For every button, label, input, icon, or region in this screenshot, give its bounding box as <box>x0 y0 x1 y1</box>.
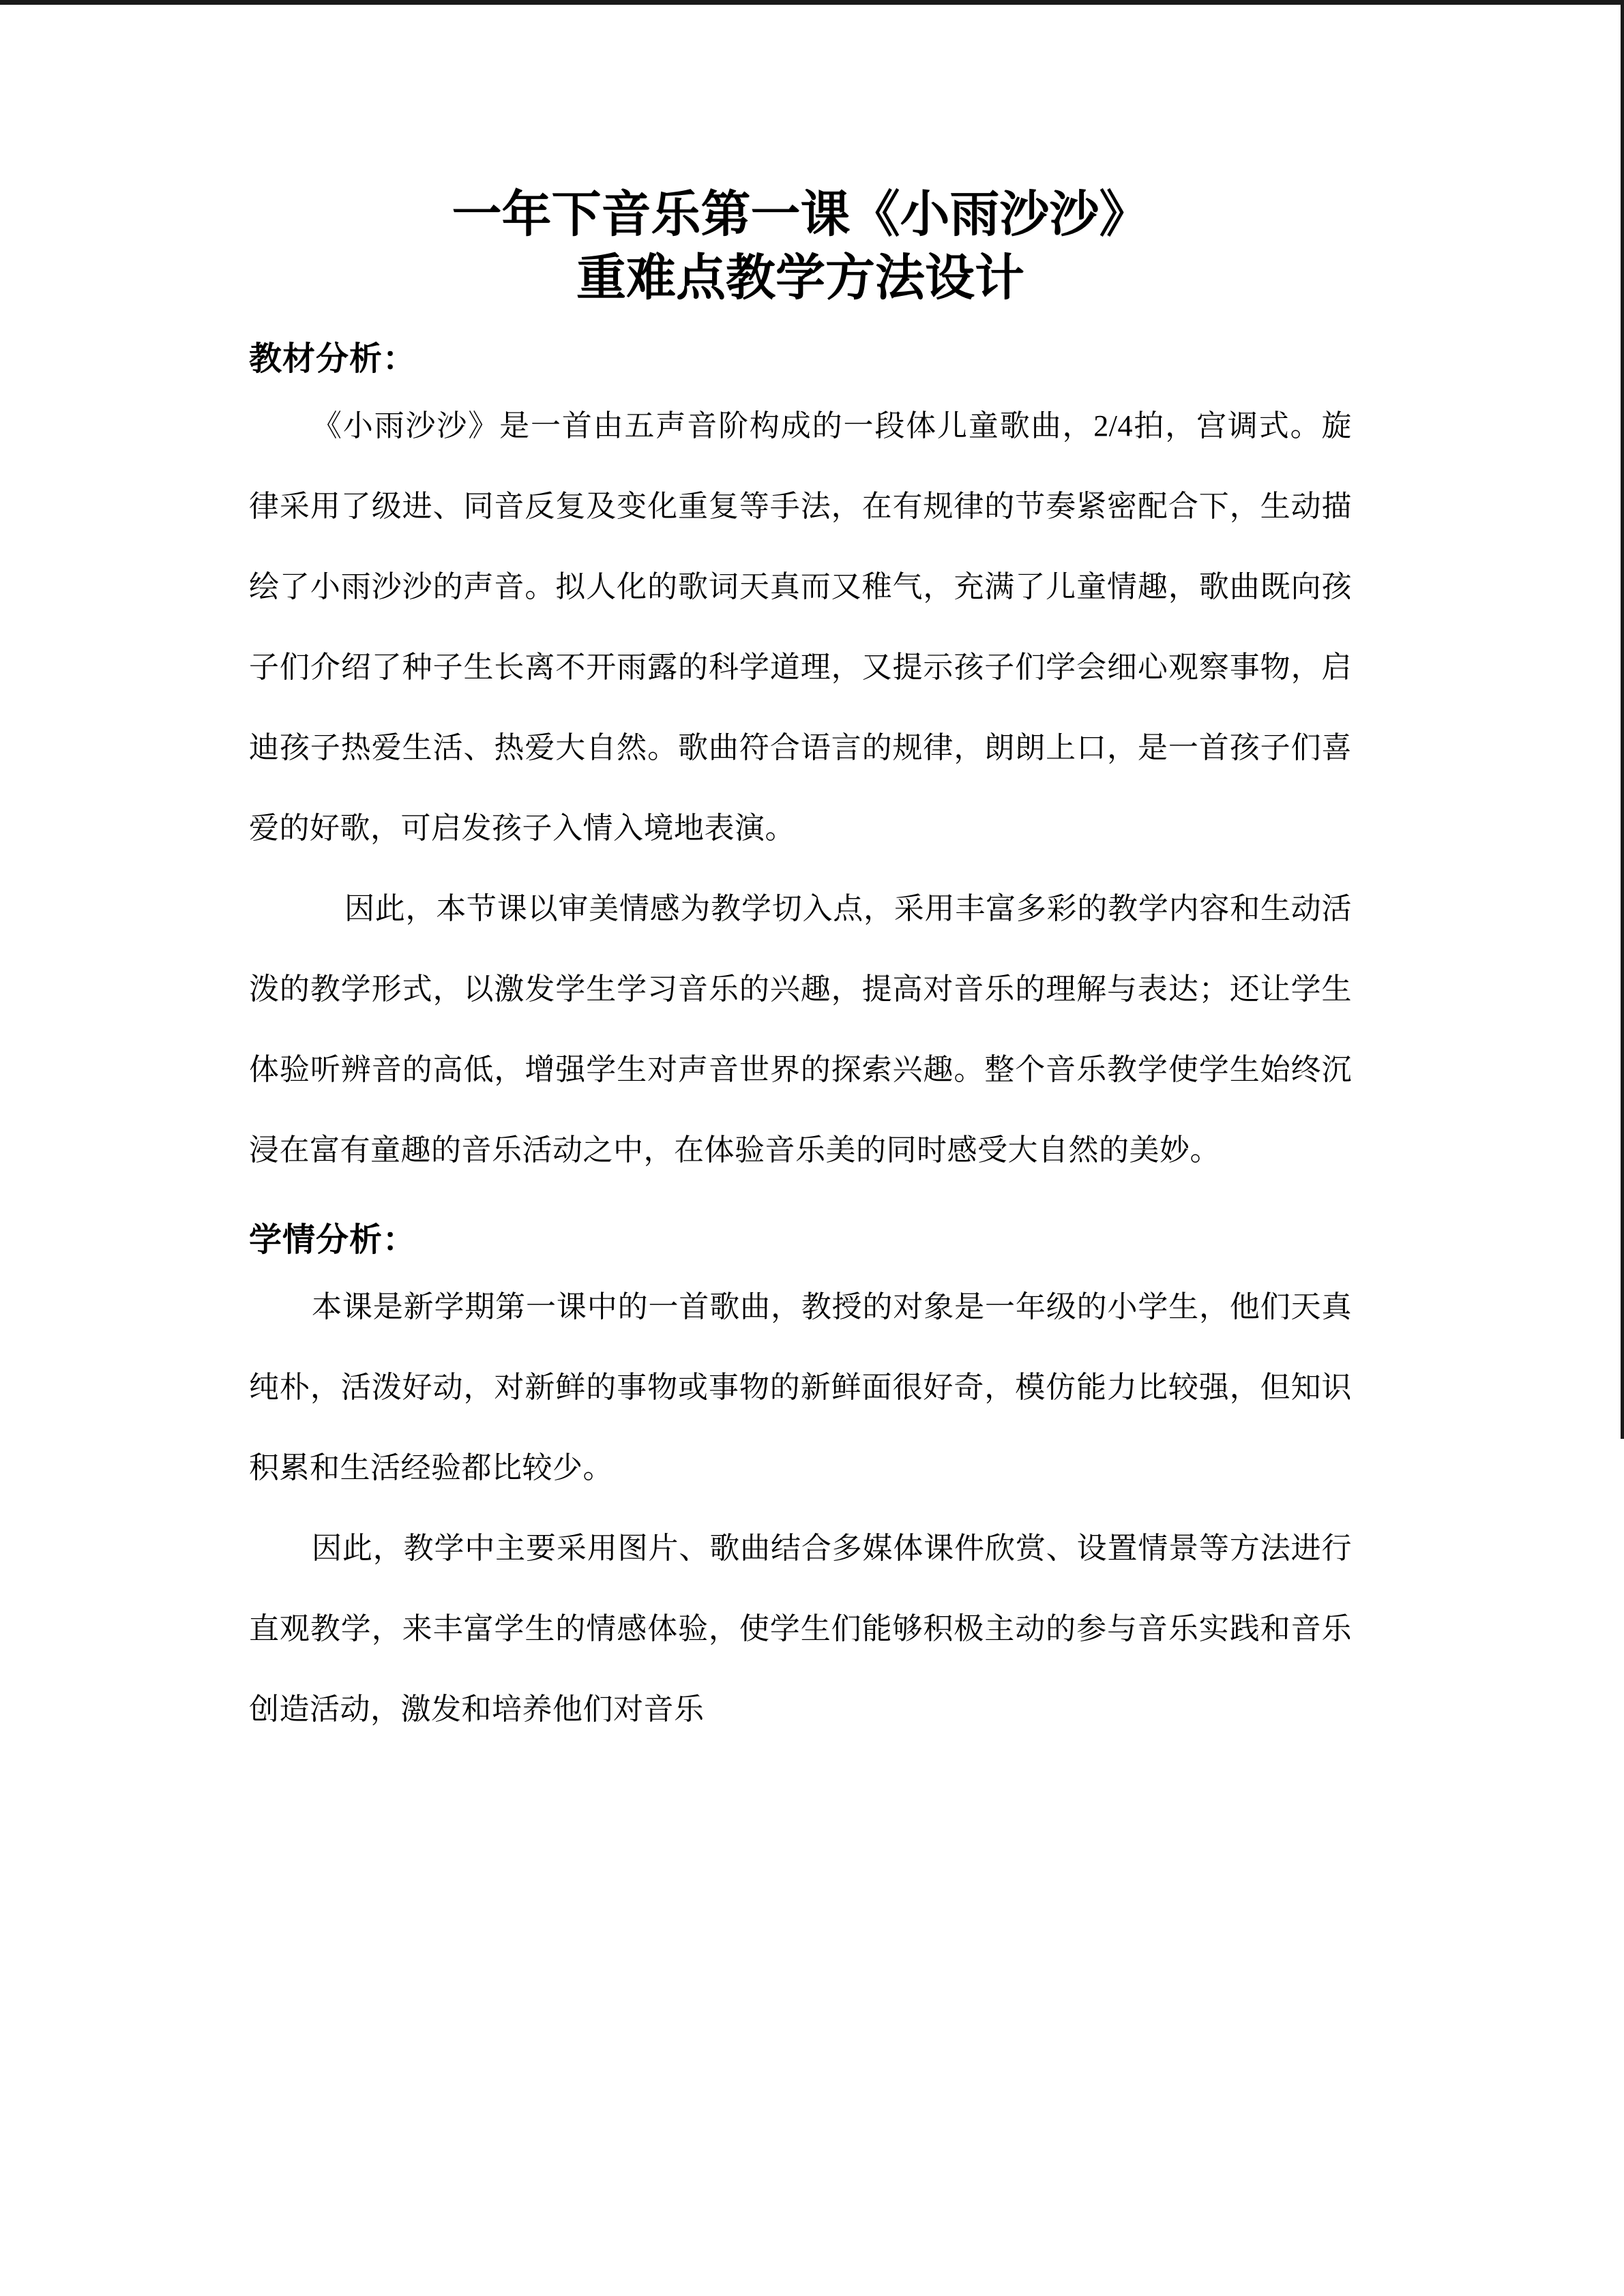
page-title-line-1: 一年下音乐第一课《小雨沙沙》 <box>452 187 1149 242</box>
section-heading-teaching-material-analysis: 教材分析： <box>249 341 417 377</box>
page-title <box>249 0 1352 310</box>
paragraph-teaching-material-2: 因此，本节课以审美情感为教学切入点，采用丰富多彩的教学内容和生动活泼的教学形式，以激发学生学习音乐的兴趣，提高对音乐的理解与表达；还让学生体验听辨音的高低，增强学生对声音世界的探索兴趣。整个音乐教学使学生始终沉浸在富有童趣的音乐活动之中，在体验音乐美的同时感受大自然的美妙。 <box>249 892 1352 1167</box>
scan-edge-right-border <box>1621 0 1624 1439</box>
document-content <box>249 0 1352 1750</box>
section-heading-student-situation-analysis: 学情分析： <box>249 1222 417 1258</box>
paragraph-teaching-material-1: 《小雨沙沙》是一首由五声音阶构成的一段体儿童歌曲，2/4拍，宫调式。旋律采用了级进、同音反复及变化重复等手法，在有规律的节奏紧密配合下，生动描绘了小雨沙沙的声音。拟人化的歌词天真而又稚气，充满了儿童情趣，歌曲既向孩子们介绍了种子生长离不开雨露的科学道理，又提示孩子们学会细心观察事物，启迪孩子热爱生活、热爱大自然。歌曲符合语言的规律，朗朗上口，是一首孩子们喜爱的好歌，可启发孩子入情入境地表演。 <box>249 409 1352 845</box>
page-title-line-2: 重难点教学方法设计 <box>576 250 1024 305</box>
paragraph-student-situation-1: 本课是新学期第一课中的一首歌曲，教授的对象是一年级的小学生，他们天真纯朴，活泼好动，对新鲜的事物或事物的新鲜面很好奇，模仿能力比较强，但知识积累和生活经验都比较少。 <box>249 1290 1352 1485</box>
paragraph-student-situation-2: 因此，教学中主要采用图片、歌曲结合多媒体课件欣赏、设置情景等方法进行直观教学，来丰富学生的情感体验，使学生们能够积极主动的参与音乐实践和音乐创造活动，激发和培养他们对音乐 <box>249 1532 1352 1726</box>
